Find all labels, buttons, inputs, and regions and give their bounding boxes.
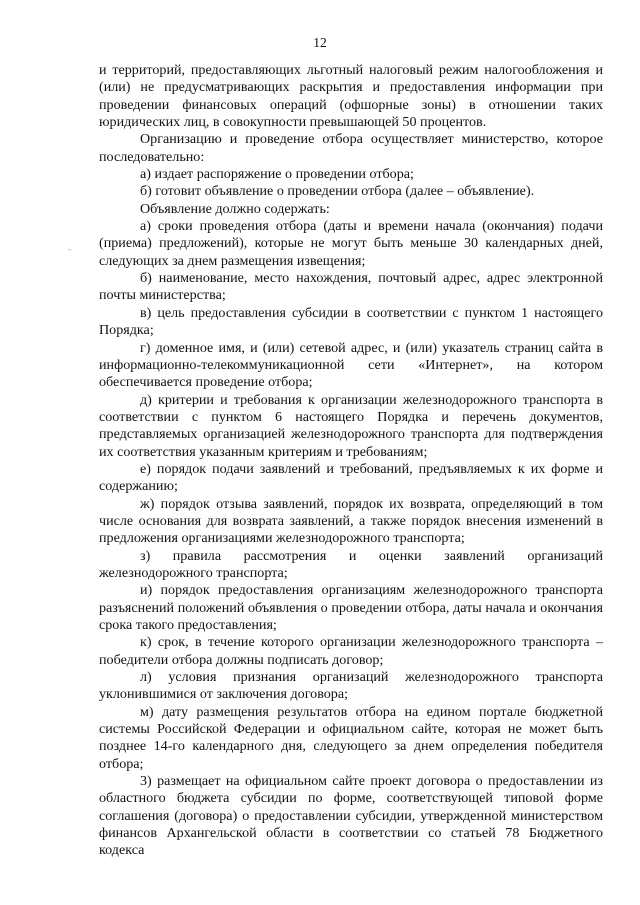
paragraph: б) наименование, место нахождения, почтовый адрес, адрес электронной почты министерства;: [99, 270, 603, 304]
paragraph: з) правила рассмотрения и оценки заявлений организаций железнодорожного транспорта;: [99, 547, 603, 581]
paragraph: к) срок, в течение которого организации железнодорожного транспорта – победители отбора должны подписать договор;: [99, 634, 603, 668]
paragraph: и) порядок предоставления организациям железнодорожного транспорта разъяснений положений объявления о проведении отбора, даты начала и окончания срока такого предоставления;: [99, 582, 603, 633]
paragraph: е) порядок подачи заявлений и требований, предъявляемых к их форме и содержанию;: [99, 460, 603, 495]
margin-mark: -: [68, 244, 71, 254]
paragraph: ж) порядок отзыва заявлений, порядок их возврата, определяющий в том числе основания для возврата заявлений, а также порядок внесения изменений в предложения организациями железнодорожного транспорта;: [99, 495, 603, 547]
paragraph: Организацию и проведение отбора осуществляет министерство, которое последовательно:: [99, 131, 603, 165]
paragraph: а) сроки проведения отбора (даты и времени начала (окончания) подачи (приема) предложений), которые не могут быть меньше 30 календарных дней, следующих за днем размещения извещения;: [99, 218, 603, 269]
page-number: 12: [313, 35, 327, 50]
paragraph: в) цель предоставления субсидии в соответствии с пунктом 1 настоящего Порядка;: [99, 304, 603, 339]
document-body: [99, 62, 603, 860]
paragraph: м) дату размещения результатов отбора на едином портале бюджетной системы Российской Федерации и официальном сайте, которая не может быть позднее 14-го календарного дня, следующего за днем определения победителя отбора;: [99, 703, 603, 772]
paragraph: г) доменное имя, и (или) сетевой адрес, и (или) указатель страниц сайта в информационно-телекоммуникационной сети «Интернет», на котором обеспечивается проведение отбора;: [99, 339, 603, 391]
paragraph: 3) размещает на официальном сайте проект договора о предоставлении из областного бюджета субсидии по форме, соответствующей типовой форме соглашения (договора) о предоставлении субсидии, утвержденной министерством финансов Архангельской области в соответствии со статьей 78 Бюджетного кодекса: [99, 773, 603, 859]
paragraph: л) условия признания организаций железнодорожного транспорта уклонившимися от заключения договора;: [99, 669, 603, 703]
paragraph: а) издает распоряжение о проведении отбора;: [140, 166, 414, 183]
paragraph: д) критерии и требования к организации железнодорожного транспорта в соответствии с пунктом 6 настоящего Порядка и перечень документов, представляемых организацией железнодорожного транспорта для подтверждения их соответствия указанным критериям и требованиям;: [99, 391, 603, 460]
paragraph: и территорий, предоставляющих льготный налоговый режим налогообложения и (или) не предусматривающих раскрытия и предоставления информации при проведении финансовых операций (офшорные зоны) в отношении таких юридических лиц, в совокупности превышающей 50 процентов.: [99, 62, 603, 131]
paragraph: б) готовит объявление о проведении отбора (далее – объявление).: [140, 183, 535, 200]
paragraph: Объявление должно содержать:: [140, 200, 330, 217]
